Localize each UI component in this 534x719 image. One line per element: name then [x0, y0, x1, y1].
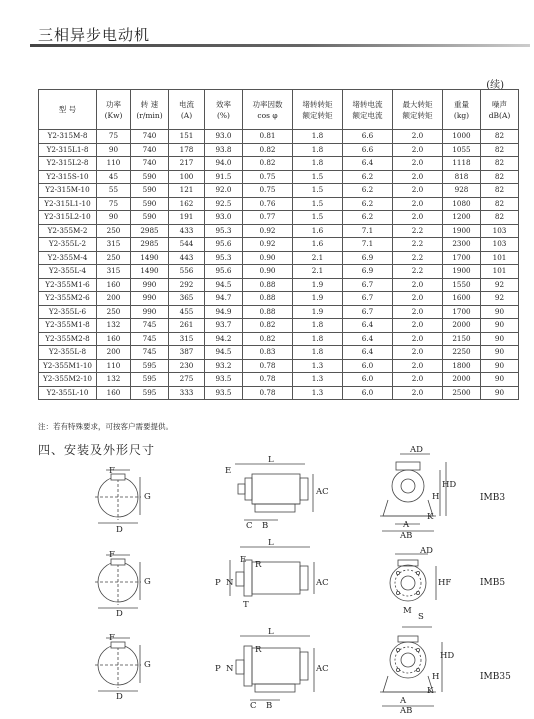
column-header-line1: 最大转矩 [402, 99, 433, 109]
table-cell: 0.88 [243, 305, 293, 319]
table-cell: 94.5 [205, 346, 243, 360]
table-cell: 75 [97, 197, 131, 211]
table-cell: 0.83 [243, 346, 293, 360]
table-cell: 82 [481, 211, 519, 225]
column-header-line1: 转 速 [140, 99, 159, 109]
dim-label-hd1: HD [442, 480, 457, 490]
table-cell: 590 [131, 197, 169, 211]
table-cell: 6.9 [343, 251, 393, 265]
dim-label-k1: K [427, 512, 434, 522]
column-header-line1: 功率 [106, 99, 121, 109]
table-cell: 93.5 [205, 386, 243, 400]
table-cell: 160 [97, 332, 131, 346]
dim-label-c3: C [250, 701, 257, 711]
dim-label-ab3: AB [400, 706, 413, 716]
table-cell: Y2-315L2-8 [39, 157, 97, 171]
table-cell: 0.88 [243, 278, 293, 292]
table-cell: 1.9 [293, 305, 343, 319]
dim-label-b1: B [262, 521, 269, 531]
table-cell: Y2-355M1-8 [39, 319, 97, 333]
side-view-b35 [236, 636, 314, 700]
table-cell: 94.9 [205, 305, 243, 319]
table-cell: 2.0 [393, 346, 443, 360]
column-header-line2: (kg) [453, 110, 470, 120]
table-cell: 93.7 [205, 319, 243, 333]
column-header-line1: 型 号 [58, 105, 77, 114]
table-cell: 0.90 [243, 265, 293, 279]
table-cell: 1.8 [293, 319, 343, 333]
table-cell: 0.78 [243, 386, 293, 400]
table-cell: 82 [481, 197, 519, 211]
table-cell: 595 [131, 373, 169, 387]
table-cell: 0.82 [243, 157, 293, 171]
table-cell: 0.78 [243, 373, 293, 387]
dim-label-f2: F [109, 550, 115, 560]
table-cell: 94.5 [205, 278, 243, 292]
table-cell: 90 [97, 211, 131, 225]
dim-label-hd3: HD [440, 651, 455, 661]
column-header-line2: (%) [217, 110, 230, 120]
dim-label-m2: M [403, 606, 412, 616]
table-cell: 1.9 [293, 278, 343, 292]
dim-label-g1: G [144, 492, 151, 502]
table-cell: 92 [481, 292, 519, 306]
table-cell: Y2-355L-2 [39, 238, 97, 252]
table-cell: 1.3 [293, 386, 343, 400]
table-cell: 91.5 [205, 170, 243, 184]
dim-label-n3: N [226, 664, 234, 674]
dim-label-ac3: AC [316, 664, 329, 674]
column-header-line2: cos φ [257, 110, 278, 120]
table-cell: 2.0 [393, 211, 443, 225]
table-cell: 0.92 [243, 238, 293, 252]
table-cell: 1.5 [293, 170, 343, 184]
column-header-line2: (Kw) [104, 110, 123, 120]
table-cell: 1.5 [293, 211, 343, 225]
table-cell: 95.3 [205, 251, 243, 265]
table-cell: 178 [169, 143, 205, 157]
table-cell: 75 [97, 130, 131, 144]
table-cell: 90 [481, 386, 519, 400]
table-cell: 745 [131, 346, 169, 360]
table-cell: 0.77 [243, 211, 293, 225]
dim-label-ad2: AD [420, 546, 433, 556]
table-cell: 1.3 [293, 359, 343, 373]
dim-label-d2: D [116, 609, 123, 619]
table-cell: 990 [131, 278, 169, 292]
table-cell: 2.0 [393, 292, 443, 306]
table-cell: 2.0 [393, 197, 443, 211]
table-cell: 2.0 [393, 130, 443, 144]
dim-label-hf2: HF [438, 578, 452, 588]
table-cell: 0.75 [243, 170, 293, 184]
table-cell: 92 [481, 278, 519, 292]
dim-label-p3: P [215, 664, 221, 674]
dim-label-d1: D [116, 525, 123, 535]
table-cell: 315 [97, 265, 131, 279]
table-cell: 90 [97, 143, 131, 157]
table-cell: 92.0 [205, 184, 243, 198]
mount-type-b3: IMB3 [480, 493, 506, 503]
table-cell: 387 [169, 346, 205, 360]
table-cell: Y2-315S-10 [39, 170, 97, 184]
table-cell: 6.4 [343, 346, 393, 360]
table-cell: 1.5 [293, 197, 343, 211]
table-cell: Y2-315M-10 [39, 184, 97, 198]
table-cell: 1.5 [293, 184, 343, 198]
table-cell: 93.2 [205, 359, 243, 373]
table-cell: 1800 [443, 359, 481, 373]
table-cell: Y2-355M2-8 [39, 332, 97, 346]
table-cell: 433 [169, 224, 205, 238]
table-cell: 1.8 [293, 346, 343, 360]
table-cell: Y2-355M-2 [39, 224, 97, 238]
table-cell: 95.6 [205, 238, 243, 252]
table-cell: 1200 [443, 211, 481, 225]
dim-label-d3: D [116, 692, 123, 702]
dim-label-g3: G [144, 660, 151, 670]
table-cell: 6.4 [343, 319, 393, 333]
table-cell: 0.90 [243, 251, 293, 265]
table-cell: 90 [481, 373, 519, 387]
table-cell: 82 [481, 184, 519, 198]
dim-label-ac2: AC [316, 578, 329, 588]
table-cell: 1700 [443, 251, 481, 265]
table-cell: 1.8 [293, 130, 343, 144]
table-cell: 2.0 [393, 319, 443, 333]
column-header-line2: 额定电流 [352, 110, 383, 120]
table-cell: 90 [481, 305, 519, 319]
table-cell: 1.9 [293, 292, 343, 306]
section-title: 四、安装及外形尺寸 [38, 443, 156, 457]
column-header-line1: 噪声 [492, 99, 507, 109]
dim-label-l1: L [268, 455, 274, 465]
column-header-line1: 功率因数 [252, 99, 283, 109]
mount-type-b5: IMB5 [480, 578, 506, 588]
dim-label-r3: R [255, 645, 262, 655]
table-cell: 990 [131, 292, 169, 306]
table-cell: 0.75 [243, 184, 293, 198]
table-cell: 6.0 [343, 359, 393, 373]
table-cell: 2.2 [393, 251, 443, 265]
table-cell: 94.7 [205, 292, 243, 306]
table-cell: 200 [97, 292, 131, 306]
dim-label-ad1: AD [410, 445, 423, 455]
table-cell: 2500 [443, 386, 481, 400]
table-cell: Y2-355L-6 [39, 305, 97, 319]
table-cell: 1118 [443, 157, 481, 171]
table-cell: 590 [131, 170, 169, 184]
table-cell: 315 [169, 332, 205, 346]
table-cell: 595 [131, 359, 169, 373]
table-cell: 455 [169, 305, 205, 319]
mount-type-b35: IMB35 [480, 672, 511, 682]
table-cell: 261 [169, 319, 205, 333]
column-header-line1: 重量 [454, 99, 469, 109]
table-cell: 93.0 [205, 130, 243, 144]
table-cell: 2.1 [293, 251, 343, 265]
table-cell: 6.0 [343, 386, 393, 400]
end-view-b5 [390, 554, 436, 601]
table-cell: 990 [131, 305, 169, 319]
table-cell: 2.0 [393, 332, 443, 346]
table-cell: 6.2 [343, 184, 393, 198]
column-header-line2: 额定转矩 [402, 110, 433, 120]
column-header-line2: (r/min) [136, 110, 163, 120]
table-cell: 2.0 [393, 170, 443, 184]
table-cell: 90 [481, 346, 519, 360]
table-cell: 250 [97, 224, 131, 238]
column-header-line2: (A) [180, 110, 193, 120]
table-cell: 0.82 [243, 143, 293, 157]
table-cell: 90 [481, 319, 519, 333]
table-cell: 55 [97, 184, 131, 198]
dim-label-a1: A [403, 520, 410, 530]
table-cell: 160 [97, 386, 131, 400]
table-cell: Y2-355M1-6 [39, 278, 97, 292]
dim-label-s2: S [418, 612, 424, 622]
column-header-line1: 堵转电流 [352, 99, 383, 109]
dim-label-n2: N [226, 578, 234, 588]
table-cell: 1000 [443, 130, 481, 144]
table-cell: 230 [169, 359, 205, 373]
dim-label-k3: K [427, 686, 434, 696]
dim-label-b3: B [266, 701, 273, 711]
table-cell: 928 [443, 184, 481, 198]
table-cell: 275 [169, 373, 205, 387]
table-cell: 90 [481, 332, 519, 346]
table-cell: 0.81 [243, 130, 293, 144]
table-cell: 2.0 [393, 184, 443, 198]
table-cell: Y2-355M-4 [39, 251, 97, 265]
table-cell: Y2-355M2-6 [39, 292, 97, 306]
table-cell: 101 [481, 265, 519, 279]
footnote: 注：若有特殊要求，可按客户需要提供。 [38, 422, 173, 431]
table-cell: 1.8 [293, 157, 343, 171]
table-cell: 2.0 [393, 143, 443, 157]
table-cell: 132 [97, 373, 131, 387]
dim-label-l3: L [268, 627, 274, 637]
table-cell: 6.6 [343, 130, 393, 144]
table-cell: 6.2 [343, 197, 393, 211]
table-cell: 200 [97, 346, 131, 360]
table-cell: 45 [97, 170, 131, 184]
dim-label-ab1: AB [400, 531, 413, 541]
dim-label-c1: C [246, 521, 253, 531]
dim-label-p2: P [215, 578, 221, 588]
table-cell: 365 [169, 292, 205, 306]
table-cell: 6.4 [343, 157, 393, 171]
table-cell: 333 [169, 386, 205, 400]
table-cell: 590 [131, 184, 169, 198]
table-cell: 94.0 [205, 157, 243, 171]
table-cell: 2150 [443, 332, 481, 346]
table-cell: 745 [131, 319, 169, 333]
table-cell: 443 [169, 251, 205, 265]
table-cell: Y2-355L-10 [39, 386, 97, 400]
table-cell: 0.82 [243, 332, 293, 346]
table-cell: 121 [169, 184, 205, 198]
table-cell: Y2-315M-8 [39, 130, 97, 144]
table-cell: 2.0 [393, 386, 443, 400]
dim-label-h3: H [432, 672, 440, 682]
column-header-line1: 电流 [179, 99, 194, 109]
table-cell: 1.8 [293, 332, 343, 346]
table-cell: 7.1 [343, 238, 393, 252]
table-cell: 2.2 [393, 265, 443, 279]
column-header-line1: 堵转转矩 [302, 99, 333, 109]
table-cell: 2.2 [393, 224, 443, 238]
table-cell: 250 [97, 305, 131, 319]
side-view-b3 [235, 464, 313, 520]
table-cell: 6.9 [343, 265, 393, 279]
table-cell: 6.4 [343, 332, 393, 346]
table-cell: 740 [131, 130, 169, 144]
table-cell: 6.6 [343, 143, 393, 157]
table-cell: 93.0 [205, 211, 243, 225]
table-cell: 1600 [443, 292, 481, 306]
table-cell: 2985 [131, 238, 169, 252]
table-cell: 315 [97, 238, 131, 252]
table-cell: 103 [481, 238, 519, 252]
table-cell: 0.92 [243, 224, 293, 238]
table-cell: 110 [97, 157, 131, 171]
table-cell: 0.76 [243, 197, 293, 211]
table-cell: 6.7 [343, 292, 393, 306]
table-cell: 745 [131, 332, 169, 346]
table-cell: 103 [481, 224, 519, 238]
table-cell: 2000 [443, 319, 481, 333]
table-cell: 1550 [443, 278, 481, 292]
table-cell: 1900 [443, 265, 481, 279]
table-cell: 90 [481, 359, 519, 373]
table-cell: 544 [169, 238, 205, 252]
table-cell: 2000 [443, 373, 481, 387]
table-cell: 2.0 [393, 157, 443, 171]
table-cell: Y2-315L1-10 [39, 197, 97, 211]
table-cell: 6.2 [343, 170, 393, 184]
table-cell: Y2-355M2-10 [39, 373, 97, 387]
dim-label-g2: G [144, 577, 151, 587]
table-cell: 1700 [443, 305, 481, 319]
table-cell: 0.82 [243, 319, 293, 333]
table-cell: 217 [169, 157, 205, 171]
table-cell: 2300 [443, 238, 481, 252]
table-cell: 6.2 [343, 211, 393, 225]
table-cell: 151 [169, 130, 205, 144]
table-cell: 132 [97, 319, 131, 333]
table-cell: 2.0 [393, 373, 443, 387]
table-cell: 6.7 [343, 278, 393, 292]
page-title: 三相异步电动机 [38, 26, 151, 44]
table-cell: 2.0 [393, 278, 443, 292]
shaft-end-view-1 [95, 470, 141, 523]
table-cell: 2985 [131, 224, 169, 238]
table-cell: 92.5 [205, 197, 243, 211]
table-cell: 95.6 [205, 265, 243, 279]
shaft-end-view-2 [95, 555, 141, 608]
table-cell: Y2-355L-8 [39, 346, 97, 360]
table-cell: 740 [131, 143, 169, 157]
table-cell: 82 [481, 170, 519, 184]
dim-label-f3: F [109, 633, 115, 643]
table-cell: 1.8 [293, 143, 343, 157]
table-cell: 101 [481, 251, 519, 265]
dim-label-l2: L [268, 538, 274, 548]
table-cell: 95.3 [205, 224, 243, 238]
table-cell: Y2-315L1-8 [39, 143, 97, 157]
table-cell: 740 [131, 157, 169, 171]
table-cell: 1490 [131, 251, 169, 265]
table-cell: 2.0 [393, 359, 443, 373]
table-cell: 1900 [443, 224, 481, 238]
dim-label-h1: H [432, 492, 440, 502]
column-header-line2: 额定转矩 [302, 110, 333, 120]
dim-label-f1: F [109, 466, 115, 476]
table-cell: 100 [169, 170, 205, 184]
table-cell: 160 [97, 278, 131, 292]
table-cell: 6.0 [343, 373, 393, 387]
table-cell: Y2-315L2-10 [39, 211, 97, 225]
dim-label-a3: A [400, 696, 407, 706]
table-cell: 162 [169, 197, 205, 211]
column-header-line1: 效率 [216, 99, 231, 109]
table-cell: 93.8 [205, 143, 243, 157]
table-cell: 292 [169, 278, 205, 292]
table-cell: 1055 [443, 143, 481, 157]
dim-label-e2: E [240, 555, 247, 565]
table-cell: 93.5 [205, 373, 243, 387]
table-cell: 1490 [131, 265, 169, 279]
table-cell: 1.3 [293, 373, 343, 387]
table-cell: 82 [481, 130, 519, 144]
table-cell: 2250 [443, 346, 481, 360]
table-cell: 590 [131, 211, 169, 225]
table-cell: 556 [169, 265, 205, 279]
table-cell: 1080 [443, 197, 481, 211]
table-cell: Y2-355M1-10 [39, 359, 97, 373]
table-cell: 2.0 [393, 305, 443, 319]
table-cell: 6.7 [343, 305, 393, 319]
dim-label-ac1: AC [316, 487, 329, 497]
table-cell: 818 [443, 170, 481, 184]
table-cell: 110 [97, 359, 131, 373]
table-cell: 0.88 [243, 292, 293, 306]
table-cell: 1.6 [293, 238, 343, 252]
table-cell: 2.1 [293, 265, 343, 279]
table-cell: 94.2 [205, 332, 243, 346]
table-cell: 250 [97, 251, 131, 265]
table-cell: 82 [481, 143, 519, 157]
table-cell: Y2-355L-4 [39, 265, 97, 279]
continued-label: (续) [486, 80, 504, 91]
table-cell: 7.1 [343, 224, 393, 238]
dim-label-e1: E [225, 466, 232, 476]
table-cell: 82 [481, 157, 519, 171]
column-header-line2: dB(A) [488, 110, 511, 120]
dim-label-r2: R [255, 560, 262, 570]
table-cell: 1.6 [293, 224, 343, 238]
shaft-end-view-3 [95, 638, 141, 691]
dim-label-t2: T [243, 600, 249, 610]
table-cell: 191 [169, 211, 205, 225]
table-cell: 2.2 [393, 238, 443, 252]
table-cell: 0.78 [243, 359, 293, 373]
table-cell: 595 [131, 386, 169, 400]
